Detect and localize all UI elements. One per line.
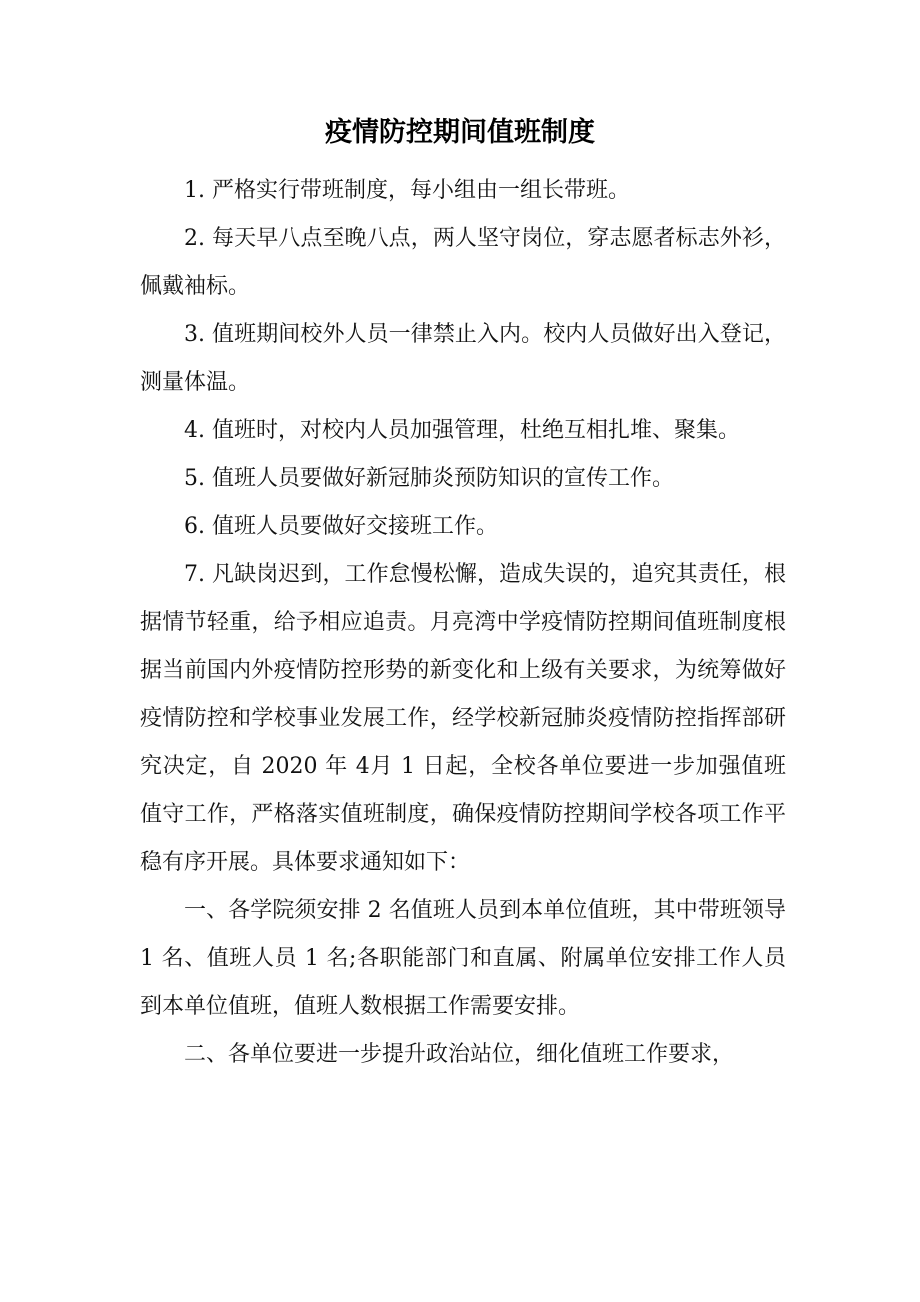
paragraph-rule-5: 5. 值班人员要做好新冠肺炎预防知识的宣传工作。	[184, 466, 674, 491]
paragraph-rule-2: 2. 每天早八点至晚八点，两人坚守岗位，穿志愿者标志外衫，佩戴袖标。	[140, 226, 786, 299]
paragraph-rule-6: 6. 值班人员要做好交接班工作。	[184, 514, 498, 539]
document-body	[140, 167, 786, 1079]
paragraph-section-2: 二、各单位要进一步提升政治站位，细化值班工作要求，	[184, 1042, 735, 1067]
paragraph-section-1: 一、各学院须安排 2 名值班人员到本单位值班，其中带班领导 1 名、值班人员 1 名;各职能部门和直属、附属单位安排工作人员到本单位值班，值班人数根据工作需要安排。	[140, 898, 786, 1019]
paragraph-rule-3: 3. 值班期间校外人员一律禁止入内。校内人员做好出入登记，测量体温。	[140, 322, 786, 395]
paragraph-rule-7: 7. 凡缺岗迟到，工作怠慢松懈，造成失误的，追究其责任，根据情节轻重，给予相应追责。月亮湾中学疫情防控期间值班制度根据当前国内外疫情防控形势的新变化和上级有关要求，为统筹做好疫情防控和学校事业发展工作，经学校新冠肺炎疫情防控指挥部研究决定，自 2020 年 4月 1 日起，全校各单位要进一步加强值班值守工作，严格落实值班制度，确保疫情防控期间学校各项工作平稳有序开展。具体要求通知如下：	[140, 562, 786, 875]
paragraph-rule-1: 1. 严格实行带班制度，每小组由一组长带班。	[184, 178, 630, 203]
paragraph-rule-4: 4. 值班时，对校内人员加强管理，杜绝互相扎堆、聚集。	[184, 418, 740, 443]
document-title: 疫情防控期间值班制度	[325, 117, 595, 148]
